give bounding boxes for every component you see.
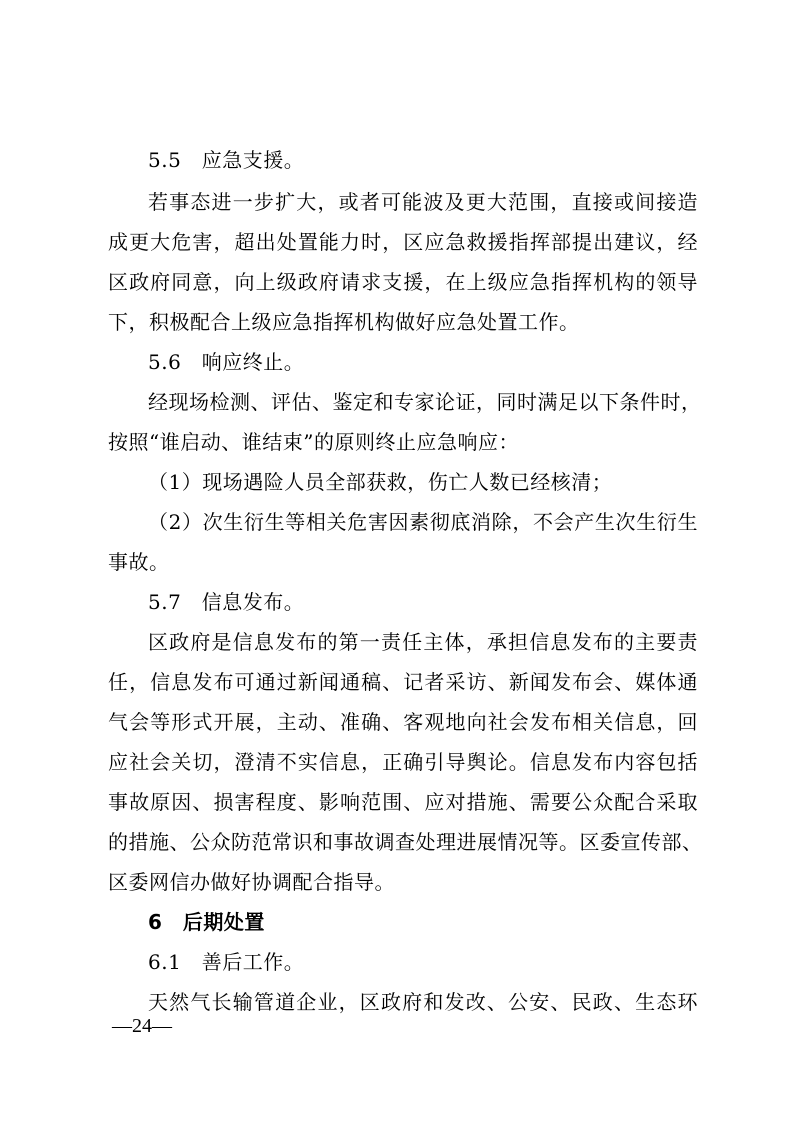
paragraph-line: 事故原因、损害程度、影响范围、应对措施、需要公众配合采取 [108, 790, 698, 814]
section-5-6-heading: 5.6 响应终止。 [148, 350, 305, 374]
section-5-7-heading: 5.7 信息发布。 [148, 590, 305, 614]
paragraph-line: 的措施、公众防范常识和事故调查处理进展情况等。区委宣传部、 [108, 830, 703, 854]
paragraph-line: 下，积极配合上级应急指挥机构做好应急处置工作。 [108, 310, 580, 334]
section-6-heading: 6 后期处置 [148, 910, 265, 934]
paragraph-line: 区政府是信息发布的第一责任主体，承担信息发布的主要责 [148, 630, 698, 654]
page-number: —24— [112, 1015, 172, 1037]
list-item-2-cont: 事故。 [108, 550, 170, 574]
section-6-1-heading: 6.1 善后工作。 [148, 950, 305, 974]
paragraph-line: 成更大危害，超出处置能力时，区应急救援指挥部提出建议，经 [108, 230, 698, 254]
paragraph-line: 天然气长输管道企业，区政府和发改、公安、民政、生态环 [148, 990, 698, 1014]
paragraph-line: 经现场检测、评估、鉴定和专家论证，同时满足以下条件时， [148, 390, 702, 414]
paragraph-line: 任，信息发布可通过新闻通稿、记者采访、新闻发布会、媒体通 [108, 670, 698, 694]
list-item-1: （1）现场遇险人员全部获救，伤亡人数已经核清； [148, 470, 613, 494]
paragraph-line: 按照“谁启动、谁结束”的原则终止应急响应： [108, 430, 519, 454]
paragraph-line: 气会等形式开展，主动、准确、客观地向社会发布相关信息，回 [108, 710, 698, 734]
section-5-5-heading: 5.5 应急支援。 [148, 148, 305, 172]
paragraph-line: 区政府同意，向上级政府请求支援，在上级应急指挥机构的领导 [108, 270, 698, 294]
paragraph-line: 区委网信办做好协调配合指导。 [108, 870, 395, 894]
list-item-2: （2）次生衍生等相关危害因素彻底消除，不会产生次生衍生 [148, 510, 698, 534]
paragraph-line: 应社会关切，澄清不实信息，正确引导舆论。信息发布内容包括 [108, 750, 698, 774]
paragraph-line: 若事态进一步扩大，或者可能波及更大范围，直接或间接造 [148, 190, 698, 214]
